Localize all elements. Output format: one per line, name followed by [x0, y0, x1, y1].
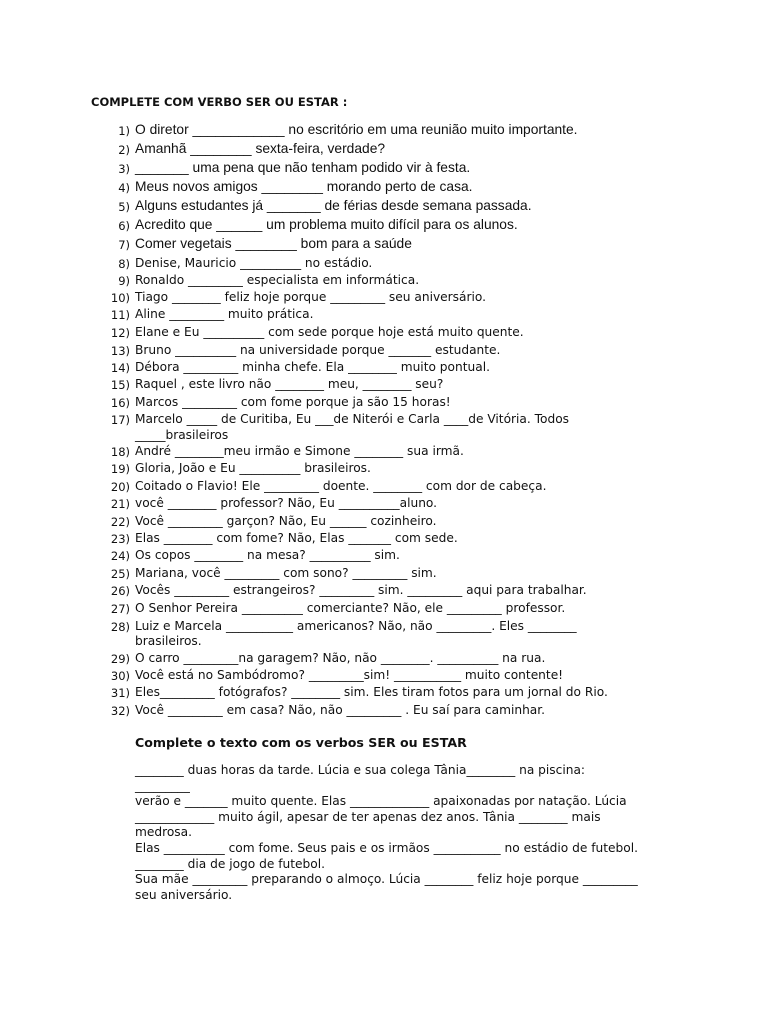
paragraph-line: ________ dia de jogo de futebol.	[135, 856, 325, 871]
item-number: 20)	[110, 480, 130, 494]
item-text: Meus novos amigos ________ morando perto de casa.	[135, 179, 473, 194]
item-text: Gloria, João e Eu __________ brasileiros.	[135, 461, 371, 475]
item-text: O diretor ____________ no escritório em uma reunião muito importante.	[135, 122, 578, 137]
paragraph-line: verão e _______ muito quente. Elas _____________ apaixonadas por natação. Lúcia	[135, 794, 627, 809]
item-text: Eles_________ fotógrafos? ________ sim. Eles tiram fotos para um jornal do Rio.	[135, 685, 608, 699]
item-number: 12)	[110, 326, 130, 340]
item-text: Você está no Sambódromo? _________sim! ___________ muito contente!	[135, 668, 564, 682]
item-number: 16)	[110, 396, 130, 410]
item-text: Raquel , este livro não ________ meu, ________ seu?	[135, 377, 444, 391]
item-text: Marcos _________ com fome porque ja são 15 horas!	[135, 395, 451, 409]
paragraph-line: _________	[135, 778, 190, 793]
item-number: 7)	[118, 238, 130, 252]
item-number: 31)	[110, 686, 130, 700]
item-text: O carro _________na garagem? Não, não ________. __________ na rua.	[135, 651, 546, 665]
item-text: Você _________ em casa? Não, não _________ . Eu saí para caminhar.	[135, 703, 546, 717]
item-number: 13)	[110, 344, 130, 358]
item-number: 26)	[110, 584, 130, 598]
item-text: Aline _________ muito prática.	[135, 307, 314, 321]
text-paragraph	[135, 763, 695, 903]
paragraph-line: _____________ muito ágil, apesar de ter apenas dez anos. Tânia ________ mais	[135, 809, 601, 824]
item-text: Denise, Mauricio __________ no estádio.	[135, 256, 373, 270]
item-text: Vocês _________ estrangeiros? _________ sim. _________ aqui para trabalhar.	[135, 583, 587, 597]
item-number: 15)	[110, 378, 130, 392]
paragraph-line: Elas __________ com fome. Seus pais e os irmãos ___________ no estádio de futebol.	[135, 840, 638, 855]
item-number: 28)	[110, 620, 130, 634]
paragraph-line: seu aniversário.	[135, 887, 233, 902]
item-number: 1)	[118, 124, 130, 138]
item-number: 25)	[110, 567, 130, 581]
item-text: Alguns estudantes já _______ de férias desde semana passada.	[135, 198, 532, 213]
item-number: 2)	[118, 143, 130, 157]
item-text-continued: _____brasileiros	[135, 428, 229, 442]
item-text: Você _________ garçon? Não, Eu ______ cozinheiro.	[135, 514, 437, 528]
section-title: Complete o texto com os verbos SER ou ESTAR	[135, 735, 467, 750]
item-text: Elas ________ com fome? Não, Elas _______ com sede.	[135, 531, 458, 545]
item-number: 27)	[110, 602, 130, 616]
item-text: você ________ professor? Não, Eu __________aluno.	[135, 496, 438, 510]
item-text-continued: brasileiros.	[135, 634, 202, 648]
item-number: 23)	[110, 532, 130, 546]
item-number: 3)	[118, 162, 130, 176]
paragraph-line: ________ duas horas da tarde. Lúcia e sua colega Tânia________ na piscina:	[135, 763, 586, 777]
item-text: Luiz e Marcela ___________ americanos? Não, não _________. Eles ________	[135, 619, 577, 633]
item-text: Coitado o Flavio! Ele _________ doente. ________ com dor de cabeça.	[135, 479, 547, 493]
item-text: Tiago ________ feliz hoje porque _________ seu aniversário.	[135, 290, 487, 304]
item-number: 4)	[118, 181, 130, 195]
item-text: Ronaldo _________ especialista em informática.	[135, 273, 420, 287]
item-number: 21)	[110, 497, 130, 511]
item-text: _______ uma pena que não tenham podido vir à festa.	[135, 160, 471, 175]
paragraph-line: medrosa.	[135, 825, 192, 840]
item-number: 8)	[118, 257, 130, 271]
item-number: 6)	[118, 219, 130, 233]
item-text: O Senhor Pereira __________ comerciante? Não, ele _________ professor.	[135, 601, 566, 615]
item-number: 17)	[110, 413, 130, 427]
worksheet-title: COMPLETE COM VERBO SER OU ESTAR :	[91, 95, 348, 109]
item-text: Mariana, você _________ com sono? _________ sim.	[135, 566, 437, 580]
item-text: Débora _________ minha chefe. Ela ________ muito pontual.	[135, 360, 490, 374]
item-number: 5)	[118, 200, 130, 214]
item-number: 29)	[110, 652, 130, 666]
item-text: Marcelo _____ de Curitiba, Eu ___de Niterói e Carla ____de Vitória. Todos	[135, 412, 570, 426]
item-text: Os copos ________ na mesa? __________ sim.	[135, 548, 400, 562]
item-number: 14)	[110, 361, 130, 375]
item-number: 9)	[118, 274, 130, 288]
paragraph-line: Sua mãe _________ preparando o almoço. Lúcia ________ feliz hoje porque _________	[135, 872, 638, 887]
item-number: 24)	[110, 549, 130, 563]
item-number: 18)	[110, 445, 130, 459]
item-number: 11)	[110, 308, 130, 322]
item-number: 30)	[110, 669, 130, 683]
item-text: Acredito que ______ um problema muito difícil para os alunos.	[135, 217, 518, 232]
item-number: 32)	[110, 704, 130, 718]
item-number: 22)	[110, 515, 130, 529]
item-number: 19)	[110, 462, 130, 476]
item-text: Bruno __________ na universidade porque _______ estudante.	[135, 343, 501, 357]
item-text: André ________meu irmão e Simone ________ sua irmã.	[135, 444, 464, 458]
item-text: Comer vegetais ________ bom para a saúde	[135, 236, 412, 251]
item-text: Elane e Eu __________ com sede porque hoje está muito quente.	[135, 325, 524, 339]
item-text: Amanhã ________ sexta-feira, verdade?	[135, 141, 386, 156]
item-number: 10)	[110, 291, 130, 305]
